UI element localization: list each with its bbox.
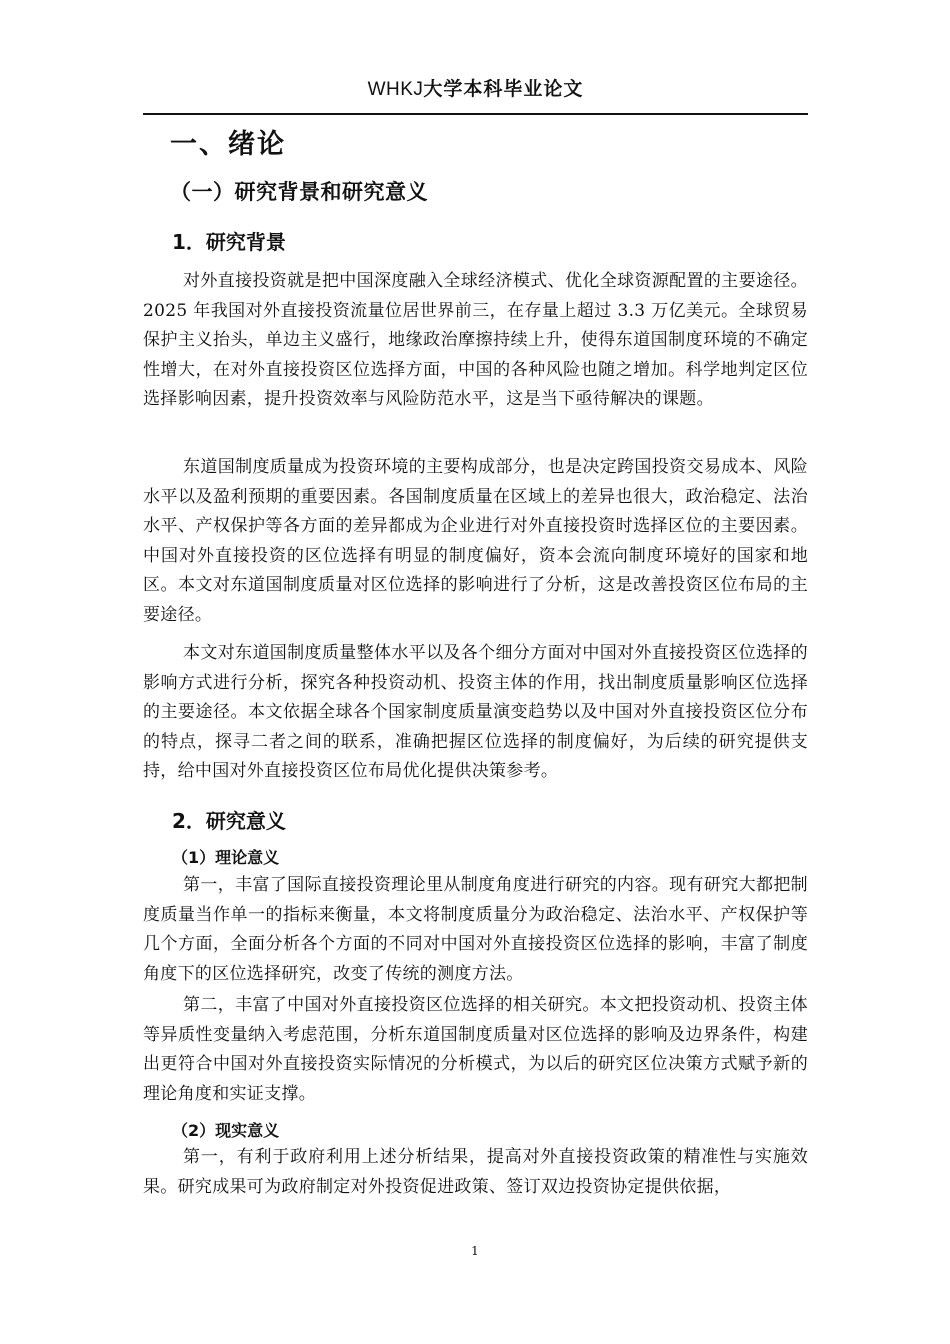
- paragraph: 第二，丰富了中国对外直接投资区位选择的相关研究。本文把投资动机、投资主体等异质性变量纳入考虑范围，分析东道国制度质量对区位选择的影响及边界条件，构建出更符合中国对外直接投资实际情况的分析模式，为以后的研究区位决策方式赋予新的理论角度和实证支撑。: [143, 995, 808, 1104]
- theory-significance-title: （1）理论意义: [172, 848, 280, 867]
- header-university-code: WHKJ: [367, 79, 424, 100]
- header-divider: [143, 113, 808, 115]
- paragraph: 东道国制度质量成为投资环境的主要构成部分，也是决定跨国投资交易成本、风险水平以及盈利预期的重要因素。各国制度质量在区域上的差异也很大，政治稳定、法治水平、产权保护等各方面的差异都成为企业进行对外直接投资时选择区位的主要因素。中国对外直接投资的区位选择有明显的制度偏好，资本会流向制度环境好的国家和地区。本文对东道国制度质量对区位选择的影响进行了分析，这是改善投资区位布局的主要途径。: [143, 457, 808, 625]
- section-title: （一）研究背景和研究意义: [170, 180, 428, 204]
- paragraph: 第一，有利于政府利用上述分析结果，提高对外直接投资政策的精准性与实施效果。研究成果可为政府制定对外投资促进政策、签订双边投资协定提供依据，: [143, 1147, 808, 1197]
- subsection-title-background: 1．研究背景: [172, 230, 286, 254]
- paragraph: 第一，丰富了国际直接投资理论里从制度角度进行研究的内容。现有研究大都把制度质量当作单一的指标来衡量，本文将制度质量分为政治稳定、法治水平、产权保护等几个方面，全面分析各个方面的不同对中国对外直接投资区位选择的影响，丰富了制度角度下的区位选择研究，改变了传统的测度方法。: [143, 875, 808, 984]
- header-title: 大学本科毕业论文: [423, 78, 584, 100]
- page-header: [143, 74, 808, 101]
- page-number: 1: [471, 1244, 479, 1258]
- paragraph: 对外直接投资就是把中国深度融入全球经济模式、优化全球资源配置的主要途径。2025 年我国对外直接投资流量位居世界前三，在存量上超过 3.3 万亿美元。全球贸易保护主义抬头，单边主义盛行，地缘政治摩擦持续上升，使得东道国制度环境的不确定性增大，在对外直接投资区位选择方面，中国的各种风险也随之增加。科学地判定区位选择影响因素，提升投资效率与风险防范水平，这是当下亟待解决的课题。: [143, 271, 808, 409]
- subsection-title-significance: 2．研究意义: [172, 809, 286, 833]
- practice-significance-title: （2）现实意义: [172, 1121, 280, 1140]
- paragraph: 本文对东道国制度质量整体水平以及各个细分方面对中国对外直接投资区位选择的影响方式进行分析，探究各种投资动机、投资主体的作用，找出制度质量影响区位选择的主要途径。本文依据全球各个国家制度质量演变趋势以及中国对外直接投资区位分布的特点，探寻二者之间的联系，准确把握区位选择的制度偏好，为后续的研究提供支持，给中国对外直接投资区位布局优化提供决策参考。: [143, 643, 808, 781]
- chapter-title: 一、绪论: [170, 129, 286, 160]
